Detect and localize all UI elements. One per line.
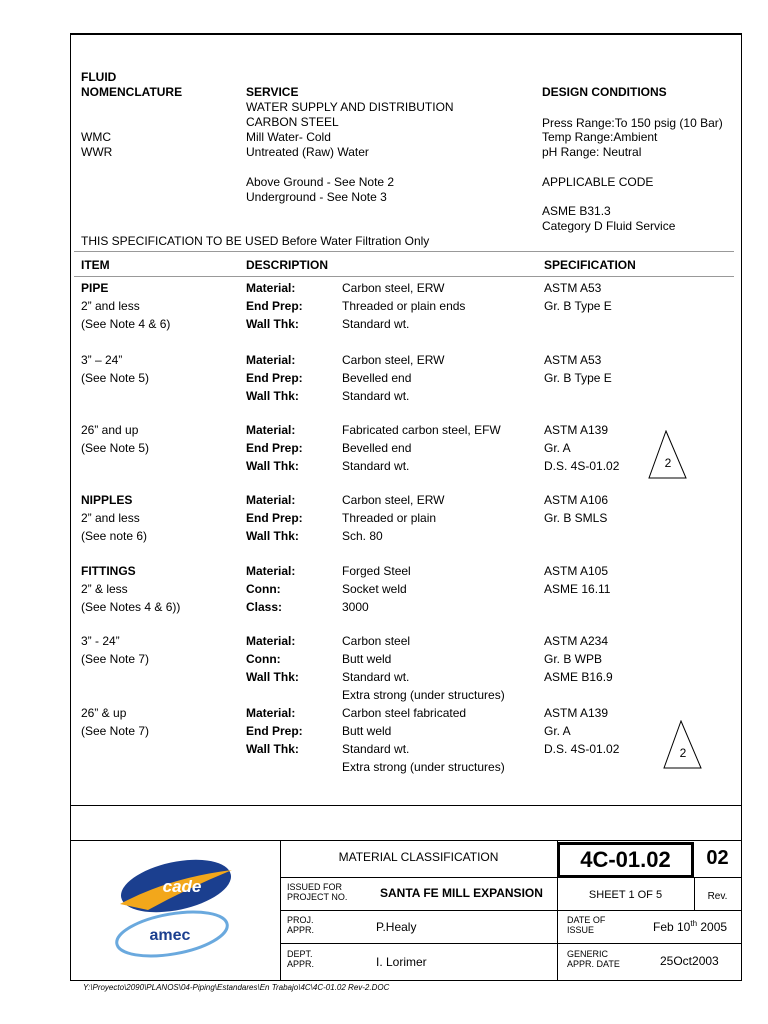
service-line: Untreated (Raw) Water xyxy=(246,145,369,159)
desc-label: Conn: xyxy=(246,652,281,666)
generic-label: GENERIC xyxy=(567,949,609,959)
spec-value: ASTM A139 xyxy=(544,423,609,437)
item-note: (See Note 7) xyxy=(81,652,150,666)
spec-value: ASME 16.11 xyxy=(544,582,611,596)
fluid-category: Category D Fluid Service xyxy=(542,219,676,233)
fluid-code: WMC xyxy=(81,130,111,144)
desc-value: Standard wt. xyxy=(342,670,410,684)
sheet-number: SHEET 1 OF 5 xyxy=(588,889,663,901)
spec-value: ASTM A53 xyxy=(544,281,602,295)
item-size: 26” & up xyxy=(81,706,127,720)
desc-value: Carbon steel, ERW xyxy=(342,353,445,367)
desc-label: Wall Thk: xyxy=(246,742,299,756)
spec-value: Gr. B Type E xyxy=(544,299,612,313)
desc-label: Class: xyxy=(246,600,283,614)
issue-date: Feb 10th 2005 xyxy=(653,919,728,934)
spec-value: D.S. 4S-01.02 xyxy=(544,459,620,473)
revision-mark: 2 xyxy=(679,746,687,760)
company-logo xyxy=(108,858,240,968)
service-line: Mill Water- Cold xyxy=(246,130,331,144)
desc-label: Material: xyxy=(246,493,296,507)
desc-value: Fabricated carbon steel, EFW xyxy=(342,423,501,437)
desc-label: Conn: xyxy=(246,582,281,596)
spec-value: D.S. 4S-01.02 xyxy=(544,742,620,756)
spec-value: ASTM A105 xyxy=(544,564,609,578)
desc-label: Material: xyxy=(246,564,296,578)
item-size: 2” and less xyxy=(81,511,140,525)
desc-value: Carbon steel fabricated xyxy=(342,706,467,720)
proj-label: PROJ. xyxy=(287,915,314,925)
desc-value: Standard wt. xyxy=(342,389,410,403)
desc-value: Standard wt. xyxy=(342,742,410,756)
desc-value: 3000 xyxy=(342,600,369,614)
document-number: 4C-01.02 xyxy=(557,842,694,878)
applicable-code-label: APPLICABLE CODE xyxy=(542,175,654,189)
item-note: (See note 6) xyxy=(81,529,148,543)
revision-number: 02 xyxy=(706,847,729,869)
issued-for-label: ISSUED FOR xyxy=(287,882,343,892)
file-path: Y:\Proyecto\2090\PLANOS\04-Piping\Estandares\En Trabajo\4C\4C-01.02 Rev-2.DOC xyxy=(83,983,390,992)
revision-triangle-icon xyxy=(663,720,703,770)
body-bottom-line xyxy=(70,805,741,806)
item-note: (See Note 5) xyxy=(81,441,150,455)
desc-label: End Prep: xyxy=(246,511,303,525)
spec-value: Gr. B WPB xyxy=(544,652,603,666)
item-title: PIPE xyxy=(81,281,109,295)
desc-value: Sch. 80 xyxy=(342,529,383,543)
spec-value: ASTM A234 xyxy=(544,634,609,648)
desc-label: End Prep: xyxy=(246,299,303,313)
item-title: FITTINGS xyxy=(81,564,136,578)
desc-value: Carbon steel xyxy=(342,634,411,648)
desc-label: Material: xyxy=(246,423,296,437)
item-note: (See Note 5) xyxy=(81,371,150,385)
date-of-label: DATE OF xyxy=(567,915,606,925)
desc-label: Wall Thk: xyxy=(246,459,299,473)
project-name: SANTA FE MILL EXPANSION xyxy=(380,886,543,900)
underground-note: Underground - See Note 3 xyxy=(246,190,387,204)
column-item: ITEM xyxy=(81,258,110,272)
spec-value: Gr. A xyxy=(544,441,571,455)
header-divider xyxy=(74,251,734,252)
title-block-line xyxy=(280,910,741,911)
revision-mark: 2 xyxy=(664,456,672,470)
desc-value: Threaded or plain xyxy=(342,511,437,525)
column-specification: SPECIFICATION xyxy=(544,258,636,272)
generic-appr-date: 25Oct2003 xyxy=(660,954,719,968)
logo-amec-text: amec xyxy=(149,927,191,944)
item-note: (See Notes 4 & 6)) xyxy=(81,600,181,614)
project-no-label: PROJECT NO. xyxy=(287,892,348,902)
fluid-label: FLUID xyxy=(81,70,117,84)
spec-value: ASTM A139 xyxy=(544,706,609,720)
logo-cade-text: cade xyxy=(162,877,202,896)
service-line: CARBON STEEL xyxy=(246,115,339,129)
desc-label: Wall Thk: xyxy=(246,670,299,684)
proj-appr-label: APPR. xyxy=(287,925,315,935)
proj-approver: P.Healy xyxy=(376,920,417,934)
desc-value: Bevelled end xyxy=(342,441,412,455)
spec-usage-note: THIS SPECIFICATION TO BE USED Before Water Filtration Only xyxy=(81,234,430,248)
item-title: NIPPLES xyxy=(81,493,133,507)
spec-value: ASTM A53 xyxy=(544,353,602,367)
desc-value: Extra strong (under structures) xyxy=(342,760,505,774)
frame-right-border xyxy=(741,33,742,981)
desc-value: Socket weld xyxy=(342,582,407,596)
title-block-bottom-line xyxy=(70,980,741,981)
desc-value: Carbon steel, ERW xyxy=(342,281,445,295)
desc-value: Forged Steel xyxy=(342,564,411,578)
column-header-divider xyxy=(74,276,734,277)
item-size: 26” and up xyxy=(81,423,139,437)
service-line: WATER SUPPLY AND DISTRIBUTION xyxy=(246,100,454,114)
revision-triangle-icon xyxy=(648,430,688,480)
desc-label: End Prep: xyxy=(246,371,303,385)
issue-label: ISSUE xyxy=(567,925,595,935)
desc-label: Material: xyxy=(246,634,296,648)
above-ground-note: Above Ground - See Note 2 xyxy=(246,175,395,189)
desc-label: Material: xyxy=(246,706,296,720)
service-label: SERVICE xyxy=(246,85,299,99)
desc-label: Material: xyxy=(246,281,296,295)
frame-left-border xyxy=(70,33,71,981)
desc-value: Carbon steel, ERW xyxy=(342,493,445,507)
title-block-top-line xyxy=(70,840,741,841)
frame-top-border xyxy=(70,33,742,35)
title-block-line xyxy=(280,943,741,944)
column-description: DESCRIPTION xyxy=(246,258,329,272)
desc-label: End Prep: xyxy=(246,441,303,455)
desc-label: Wall Thk: xyxy=(246,317,299,331)
item-size: 2” & less xyxy=(81,582,128,596)
appr-date-label: APPR. DATE xyxy=(567,959,620,969)
asme-code: ASME B31.3 xyxy=(542,204,611,218)
dept-label: DEPT. xyxy=(287,949,313,959)
nomenclature-label: NOMENCLATURE xyxy=(81,85,183,99)
spec-value: Gr. B SMLS xyxy=(544,511,608,525)
desc-label: Wall Thk: xyxy=(246,389,299,403)
desc-label: Material: xyxy=(246,353,296,367)
item-size: 2” and less xyxy=(81,299,140,313)
ph-range: pH Range: Neutral xyxy=(542,145,642,159)
dept-approver: I. Lorimer xyxy=(376,955,427,969)
spec-value: ASME B16.9 xyxy=(544,670,613,684)
design-conditions-label: DESIGN CONDITIONS xyxy=(542,85,667,99)
spec-value: ASTM A106 xyxy=(544,493,609,507)
item-size: 3” – 24” xyxy=(81,353,123,367)
desc-value: Standard wt. xyxy=(342,459,410,473)
desc-value: Butt weld xyxy=(342,652,392,666)
item-note: (See Note 4 & 6) xyxy=(81,317,171,331)
item-size: 3” - 24” xyxy=(81,634,120,648)
spec-value: Gr. A xyxy=(544,724,571,738)
fluid-code: WWR xyxy=(81,145,113,159)
temp-range: Temp Range:Ambient xyxy=(542,130,658,144)
desc-label: End Prep: xyxy=(246,724,303,738)
item-note: (See Note 7) xyxy=(81,724,150,738)
press-range: Press Range:To 150 psig (10 Bar) xyxy=(542,116,723,130)
desc-value: Standard wt. xyxy=(342,317,410,331)
desc-label: Wall Thk: xyxy=(246,529,299,543)
desc-value: Extra strong (under structures) xyxy=(342,688,505,702)
desc-value: Butt weld xyxy=(342,724,392,738)
material-classification-label: MATERIAL CLASSIFICATION xyxy=(338,850,499,864)
spec-value: Gr. B Type E xyxy=(544,371,612,385)
desc-value: Bevelled end xyxy=(342,371,412,385)
rev-label: Rev. xyxy=(707,891,728,902)
dept-appr-label: APPR. xyxy=(287,959,315,969)
desc-value: Threaded or plain ends xyxy=(342,299,466,313)
